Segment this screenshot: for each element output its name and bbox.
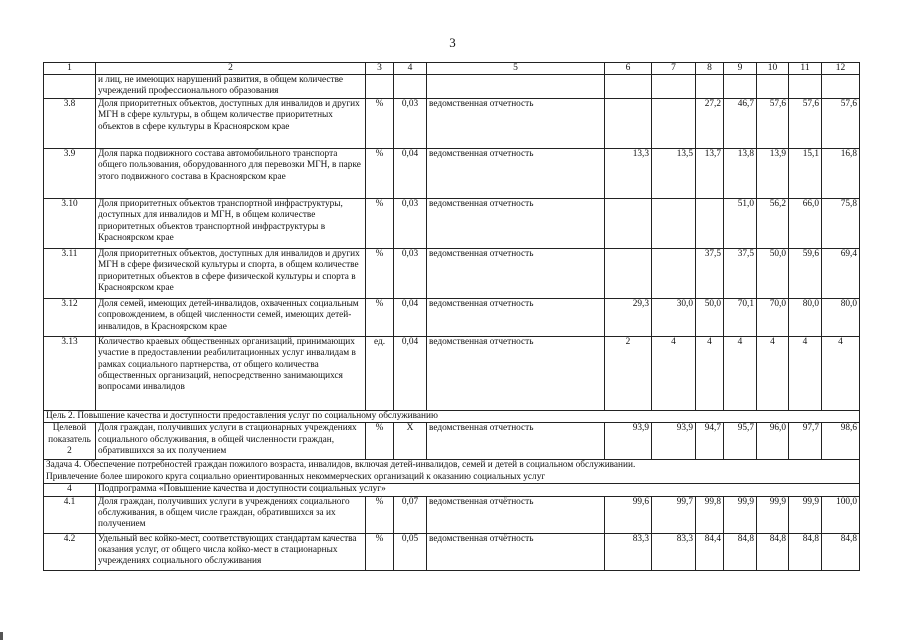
value-cell: 70,0 (757, 299, 789, 337)
row-number: 3.8 (44, 99, 96, 149)
unit-cell: % (366, 423, 394, 460)
value-cell: 57,6 (822, 99, 860, 149)
row-number: Целевой показатель 2 (44, 423, 96, 460)
header-cell: 4 (394, 63, 427, 75)
value-cell: 99,9 (789, 496, 822, 533)
unit-cell: % (366, 533, 394, 570)
value-cell: 99,7 (652, 496, 696, 533)
value-cell (724, 75, 757, 99)
task-4-line: Задача 4. Обеспечение потребностей граждан пожилого возраста, инвалидов, включая детей-инвалидов, семей и детей в социальном обслуживании. (46, 460, 636, 471)
value-cell (652, 199, 696, 249)
value-cell: 4 (652, 337, 696, 411)
row-number (44, 75, 96, 99)
value-cell: 84,8 (789, 533, 822, 570)
table-row (44, 299, 860, 337)
value-cell: 97,7 (789, 423, 822, 460)
weight-cell (394, 75, 427, 99)
subprogram-row (44, 484, 860, 496)
header-cell: 7 (652, 63, 696, 75)
source-cell: ведомственная отчётность (427, 533, 605, 570)
value-cell: 80,0 (822, 299, 860, 337)
value-cell: 100,0 (822, 496, 860, 533)
source-cell: ведомственная отчетность (427, 249, 605, 299)
header-cell: 11 (789, 63, 822, 75)
indicator-name: Доля парка подвижного состава автомобильного транспорта общего пользования, оборудованного для перевозки МГН, в парке этого подвижного состава в Красноярском крае (96, 149, 366, 199)
value-cell: 57,6 (789, 99, 822, 149)
value-cell (652, 99, 696, 149)
value-cell (605, 75, 652, 99)
value-cell: 50,0 (757, 249, 789, 299)
header-cell: 12 (822, 63, 860, 75)
header-cell: 3 (366, 63, 394, 75)
table-row (44, 496, 860, 533)
value-cell: 13,3 (605, 149, 652, 199)
task-4-line: Привлечение более широкого круга социально ориентированных некоммерческих организаций к оказанию социальных услуг (46, 471, 546, 482)
value-cell: 13,9 (757, 149, 789, 199)
value-cell: 94,7 (696, 423, 724, 460)
row-number: 3.13 (44, 337, 96, 411)
page-number: 3 (449, 35, 456, 50)
value-cell: 69,4 (822, 249, 860, 299)
header-cell: 2 (96, 63, 366, 75)
table-row (44, 99, 860, 149)
value-cell: 57,6 (757, 99, 789, 149)
value-cell (757, 75, 789, 99)
unit-cell: % (366, 249, 394, 299)
row-number: 3.12 (44, 299, 96, 337)
header-cell: 6 (605, 63, 652, 75)
indicator-name: Количество краевых общественных организаций, принимающих участие в предоставлении реабилитационных услуг инвалидам в рамках социального партнерства, от общего количества общественных организаций, непосредственно занимающихся вопросами инвалидов (96, 337, 366, 411)
row-number: 3.11 (44, 249, 96, 299)
indicator-name: Доля граждан, получивших услуги в стационарных учреждениях социального обслуживания, в общей численности граждан, обратившихся за их получением (96, 423, 366, 460)
table-row (44, 533, 860, 570)
source-cell: ведомственная отчетность (427, 423, 605, 460)
unit-cell: % (366, 199, 394, 249)
header-row (44, 63, 860, 75)
value-cell: 84,8 (822, 533, 860, 570)
value-cell: 46,7 (724, 99, 757, 149)
header-cell: 5 (427, 63, 605, 75)
value-cell: 50,0 (696, 299, 724, 337)
value-cell (822, 75, 860, 99)
value-cell: 99,9 (724, 496, 757, 533)
indicator-name: Доля приоритетных объектов, доступных для инвалидов и других МГН в сфере культуры, в общем количестве приоритетных объектов в сфере культуры в Красноярском крае (96, 99, 366, 149)
value-cell: 80,0 (789, 299, 822, 337)
value-cell: 56,2 (757, 199, 789, 249)
task-row (44, 460, 860, 484)
subprogram-title: Подпрограмма «Повышение качества и доступности социальных услуг» (96, 484, 860, 496)
task-4-heading (44, 460, 860, 484)
indicator-name: Доля семей, имеющих детей-инвалидов, охваченных социальным сопровождением, в общей численности семей, имеющих детей-инвалидов, в Красноярском крае (96, 299, 366, 337)
row-number: 4 (44, 484, 96, 496)
value-cell: 13,7 (696, 149, 724, 199)
value-cell: 13,5 (652, 149, 696, 199)
weight-cell: 0,07 (394, 496, 427, 533)
value-cell: 59,6 (789, 249, 822, 299)
table-row (44, 75, 860, 99)
source-cell: ведомственная отчетность (427, 99, 605, 149)
source-cell: ведомственная отчетность (427, 199, 605, 249)
value-cell: 15,1 (789, 149, 822, 199)
value-cell: 13,8 (724, 149, 757, 199)
header-cell: 1 (44, 63, 96, 75)
weight-cell: 0,03 (394, 249, 427, 299)
source-cell (427, 75, 605, 99)
table-row (44, 149, 860, 199)
value-cell: 84,8 (757, 533, 789, 570)
source-cell: ведомственная отчетность (427, 299, 605, 337)
source-cell: ведомственная отчётность (427, 496, 605, 533)
unit-cell (366, 75, 394, 99)
row-number: 4.2 (44, 533, 96, 570)
unit-cell: % (366, 496, 394, 533)
value-cell: 99,9 (757, 496, 789, 533)
target-indicator-row (44, 423, 860, 460)
row-number: 3.10 (44, 199, 96, 249)
unit-cell: ед. (366, 337, 394, 411)
value-cell: 98,6 (822, 423, 860, 460)
weight-cell: 0,04 (394, 337, 427, 411)
table-row (44, 337, 860, 411)
value-cell: 84,4 (696, 533, 724, 570)
value-cell: 4 (696, 337, 724, 411)
value-cell: 27,2 (696, 99, 724, 149)
value-cell (696, 75, 724, 99)
unit-cell: % (366, 299, 394, 337)
value-cell: 4 (724, 337, 757, 411)
value-cell (605, 199, 652, 249)
value-cell: 37,5 (724, 249, 757, 299)
value-cell (696, 199, 724, 249)
value-cell: 93,9 (652, 423, 696, 460)
weight-cell: 0,05 (394, 533, 427, 570)
unit-cell: % (366, 99, 394, 149)
value-cell: 2 (605, 337, 652, 411)
indicator-name: Удельный вес койко-мест, соответствующих стандартам качества оказания услуг, от общего числа койко-мест в стационарных учреждениях социального обслуживания (96, 533, 366, 570)
value-cell: 51,0 (724, 199, 757, 249)
value-cell: 83,3 (605, 533, 652, 570)
source-cell: ведомственная отчетность (427, 149, 605, 199)
row-number: 4.1 (44, 496, 96, 533)
value-cell: 75,8 (822, 199, 860, 249)
goal-2-heading: Цель 2. Повышение качества и доступности предоставления услуг по социальному обслуживанию (44, 411, 860, 423)
value-cell: 95,7 (724, 423, 757, 460)
indicator-name: и лиц, не имеющих нарушений развития, в общем количестве учреждений профессионального образования (96, 75, 366, 99)
value-cell: 16,8 (822, 149, 860, 199)
weight-cell: 0,03 (394, 199, 427, 249)
value-cell: 99,8 (696, 496, 724, 533)
value-cell: 4 (789, 337, 822, 411)
value-cell: 29,3 (605, 299, 652, 337)
value-cell (605, 99, 652, 149)
table-row (44, 199, 860, 249)
value-cell: 96,0 (757, 423, 789, 460)
source-cell: ведомственная отчетность (427, 337, 605, 411)
value-cell: 37,5 (696, 249, 724, 299)
header-cell: 10 (757, 63, 789, 75)
value-cell: 30,0 (652, 299, 696, 337)
value-cell: 70,1 (724, 299, 757, 337)
value-cell: 83,3 (652, 533, 696, 570)
header-cell: 9 (724, 63, 757, 75)
goal-row (44, 411, 860, 423)
unit-cell: % (366, 149, 394, 199)
value-cell: 84,8 (724, 533, 757, 570)
value-cell (652, 249, 696, 299)
value-cell: 99,6 (605, 496, 652, 533)
value-cell: 4 (822, 337, 860, 411)
value-cell: 4 (757, 337, 789, 411)
value-cell (605, 249, 652, 299)
indicator-name: Доля граждан, получивших услуги в учреждениях социального обслуживания, в общем числе граждан, обратившихся за их получением (96, 496, 366, 533)
indicator-name: Доля приоритетных объектов, доступных для инвалидов и других МГН в сфере физической культуры и спорта, в общем количестве приоритетных объектов в сфере физической культуры и спорта в Красноярском крае (96, 249, 366, 299)
row-number: 3.9 (44, 149, 96, 199)
value-cell: 93,9 (605, 423, 652, 460)
header-cell: 8 (696, 63, 724, 75)
value-cell (652, 75, 696, 99)
scan-edge-mark (0, 632, 3, 640)
value-cell (789, 75, 822, 99)
weight-cell: X (394, 423, 427, 460)
value-cell: 66,0 (789, 199, 822, 249)
indicator-name: Доля приоритетных объектов транспортной инфраструктуры, доступных для инвалидов и МГН, в общем количестве приоритетных объектов транспортной инфраструктуры в Красноярском крае (96, 199, 366, 249)
table-row (44, 249, 860, 299)
weight-cell: 0,04 (394, 149, 427, 199)
weight-cell: 0,04 (394, 299, 427, 337)
weight-cell: 0,03 (394, 99, 427, 149)
indicators-table (43, 62, 860, 571)
